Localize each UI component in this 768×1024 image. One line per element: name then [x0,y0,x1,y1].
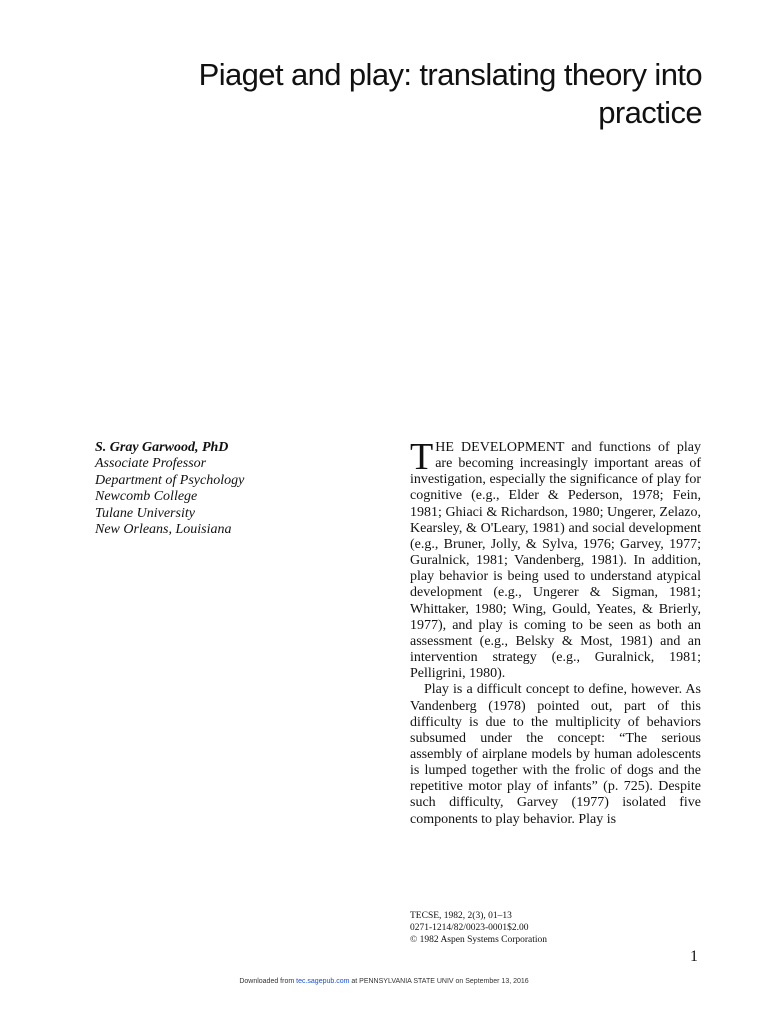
citation-block [410,910,710,946]
issn-code: 0271-1214/82/0023-0001$2.00 [410,923,529,933]
author-department: Department of Psychology [95,472,245,488]
author-college: Newcomb College [95,489,198,505]
paragraph-2-text: Play is a difficult concept to define, however. As Vandenberg (1978) pointed out, part of this difficulty is due to the multiplicity of behaviors subsumed under the concept: “The serious assembly of airplane models by human adolescents is lumped together with the frolic of dogs and the repetitive motor play of infants” (p. 725). Despite such difficulty, Garvey (1977) isolated five components to play behavior. Play is [410,682,701,827]
body-paragraph-1 [410,436,701,682]
author-position: Associate Professor [95,456,207,472]
journal-citation: TECSE, 1982, 2(3), 01–13 [410,911,512,921]
author-location: New Orleans, Louisiana [95,522,232,538]
footer-prefix: Downloaded from [239,978,297,985]
download-footer [0,978,768,985]
paragraph-1-text: HE DEVELOPMENT and functions of play are becoming increasingly important areas of investigation, especially the significance of play for cognitive (e.g., Elder & Pederson, 1978; Fein, 1981; Ghiaci & Richardson, 1980; Ungerer, Zelazo, Kearsley, & O'Leary, 1981) and social development (e.g., Bruner, Jolly, & Sylva, 1976; Garvey, 1977; Guralnick, 1981; Vandenberg, 1981). In addition, play behavior is being used to understand atypical development (e.g., Ungerer & Sigman, 1981; Whittaker, 1980; Wing, Gould, Yeates, & Brierly, 1977), and play is coming to be seen as both an assessment (e.g., Belsky & Most, 1981) and an intervention strategy (e.g., Guralnick, 1981; Pelligrini, 1980). [410,440,701,682]
author-university: Tulane University [95,505,195,521]
author-block [95,440,355,538]
article-body [410,436,701,828]
copyright-notice: © 1982 Aspen Systems Corporation [410,935,548,945]
title-line-1: Piaget and play: translating theory into [198,57,702,92]
page-number: 1 [690,948,698,965]
drop-cap: T [410,436,434,478]
author-name: S. Gray Garwood, PhD [95,440,229,455]
title-line-2: practice [598,95,702,130]
footer-link[interactable]: tec.sagepub.com [296,978,350,985]
article-title [140,56,702,132]
body-paragraph-2 [410,682,701,827]
footer-suffix: at PENNSYLVANIA STATE UNIV on September 13, 2016 [349,978,529,985]
